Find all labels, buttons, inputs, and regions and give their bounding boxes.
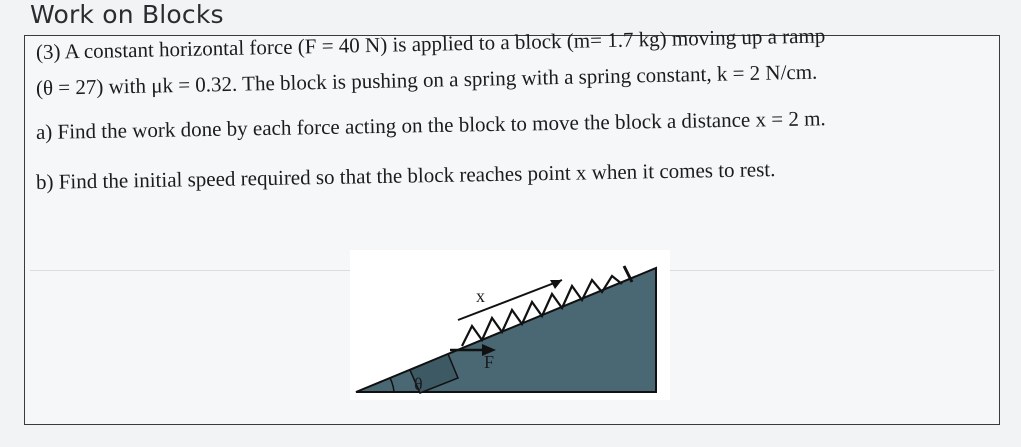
problem-statement-line-1: (3) A constant horizontal force (F = 40 N) is applied to a block (m= 1.7 kg) moving up a ramp: [35, 23, 826, 64]
label-x: x: [476, 286, 485, 306]
problem-statement-line-2: (θ = 27) with μk = 0.32. The block is pushing on a spring with a spring constant, k = 2 N/cm.: [35, 59, 818, 100]
ramp-diagram-svg: [350, 250, 670, 400]
page-heading: Work on Blocks: [30, 0, 224, 29]
label-theta: θ: [414, 374, 423, 394]
question-part-a: a) Find the work done by each force acting on the block to move the block a distance x = 2 m.: [35, 106, 826, 144]
question-part-b: b) Find the initial speed required so that the block reaches point x when it comes to rest.: [35, 157, 776, 194]
ramp-diagram: [350, 250, 670, 400]
label-F: F: [484, 352, 495, 372]
